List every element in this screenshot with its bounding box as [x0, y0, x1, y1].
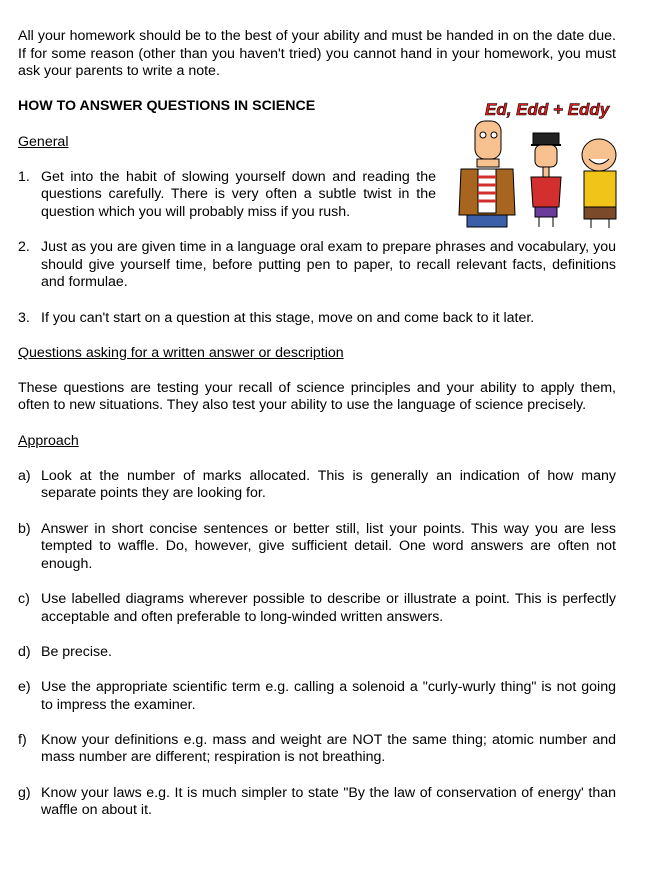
list-marker: 2.	[18, 239, 30, 256]
intro-paragraph: All your homework should be to the best of your ability and must be handed in on the date due. If for some reason (other than you haven't tried) you cannot hand in your homework, you must ask your parents to write a note.	[18, 28, 616, 80]
list-marker: a)	[18, 467, 31, 484]
written-heading: Questions asking for a written answer or description	[18, 344, 344, 361]
list-marker: e)	[18, 678, 31, 695]
cartoon-illustration	[453, 97, 623, 231]
list-text: Be precise.	[41, 643, 112, 660]
list-text: Answer in short concise sentences or better still, list your points. This way you are less tempted to waffle. Do, however, give sufficient detail. One word answers are often not enough.	[41, 520, 616, 572]
approach-item-b	[18, 521, 616, 574]
list-marker: g)	[18, 784, 31, 801]
approach-item-g	[18, 785, 616, 820]
list-marker: c)	[18, 591, 30, 607]
list-text: Use the appropriate scientific term e.g. calling a solenoid a "curly-wurly thing" is not going to impress the examiner.	[41, 678, 616, 713]
list-marker: 3.	[18, 309, 30, 326]
approach-heading: Approach	[18, 432, 79, 449]
list-marker: f)	[18, 731, 27, 748]
general-heading: General	[18, 133, 69, 150]
illustration-caption: Ed, Edd + Eddy	[485, 100, 610, 119]
approach-item-c	[18, 591, 616, 626]
approach-item-a	[18, 468, 616, 503]
list-item-3	[18, 310, 616, 328]
edd-figure	[531, 133, 561, 227]
list-marker: d)	[18, 643, 31, 660]
list-text: Know your definitions e.g. mass and weight are NOT the same thing; atomic number and mass number are different; respiration is not breathing.	[41, 731, 616, 766]
list-text: Know your laws e.g. It is much simpler to state "By the law of conservation of energy' than waffle on about it.	[41, 784, 616, 819]
list-text: If you can't start on a question at this stage, move on and come back to it later.	[41, 309, 535, 326]
approach-item-e	[18, 679, 616, 714]
list-text: Just as you are given time in a language oral exam to prepare phrases and vocabulary, you should give yourself time, before putting pen to paper, to recall relevant facts, definitions and formulae.	[41, 239, 616, 291]
list-marker: 1.	[18, 168, 30, 185]
list-text: Use labelled diagrams wherever possible to describe or illustrate a point. This is perfectly acceptable and often preferable to long-winded written answers.	[41, 591, 616, 625]
approach-item-d	[18, 644, 616, 662]
list-text: Get into the habit of slowing yourself down and reading the questions carefully. There is very often a subtle twist in the question which you will probably miss if you rush.	[41, 168, 436, 220]
section-title: HOW TO ANSWER QUESTIONS IN SCIENCE	[18, 98, 316, 115]
list-text: Look at the number of marks allocated. This is generally an indication of how many separate points they are looking for.	[41, 467, 616, 502]
eddy-figure	[582, 139, 616, 228]
ed-figure	[459, 121, 515, 227]
list-marker: b)	[18, 520, 31, 537]
approach-item-f	[18, 732, 616, 767]
list-item-2	[18, 239, 616, 292]
written-paragraph: These questions are testing your recall of science principles and your ability to apply them, often to new situations. They also test your ability to use the language of science precisely.	[18, 379, 616, 414]
list-item-1	[18, 169, 436, 222]
